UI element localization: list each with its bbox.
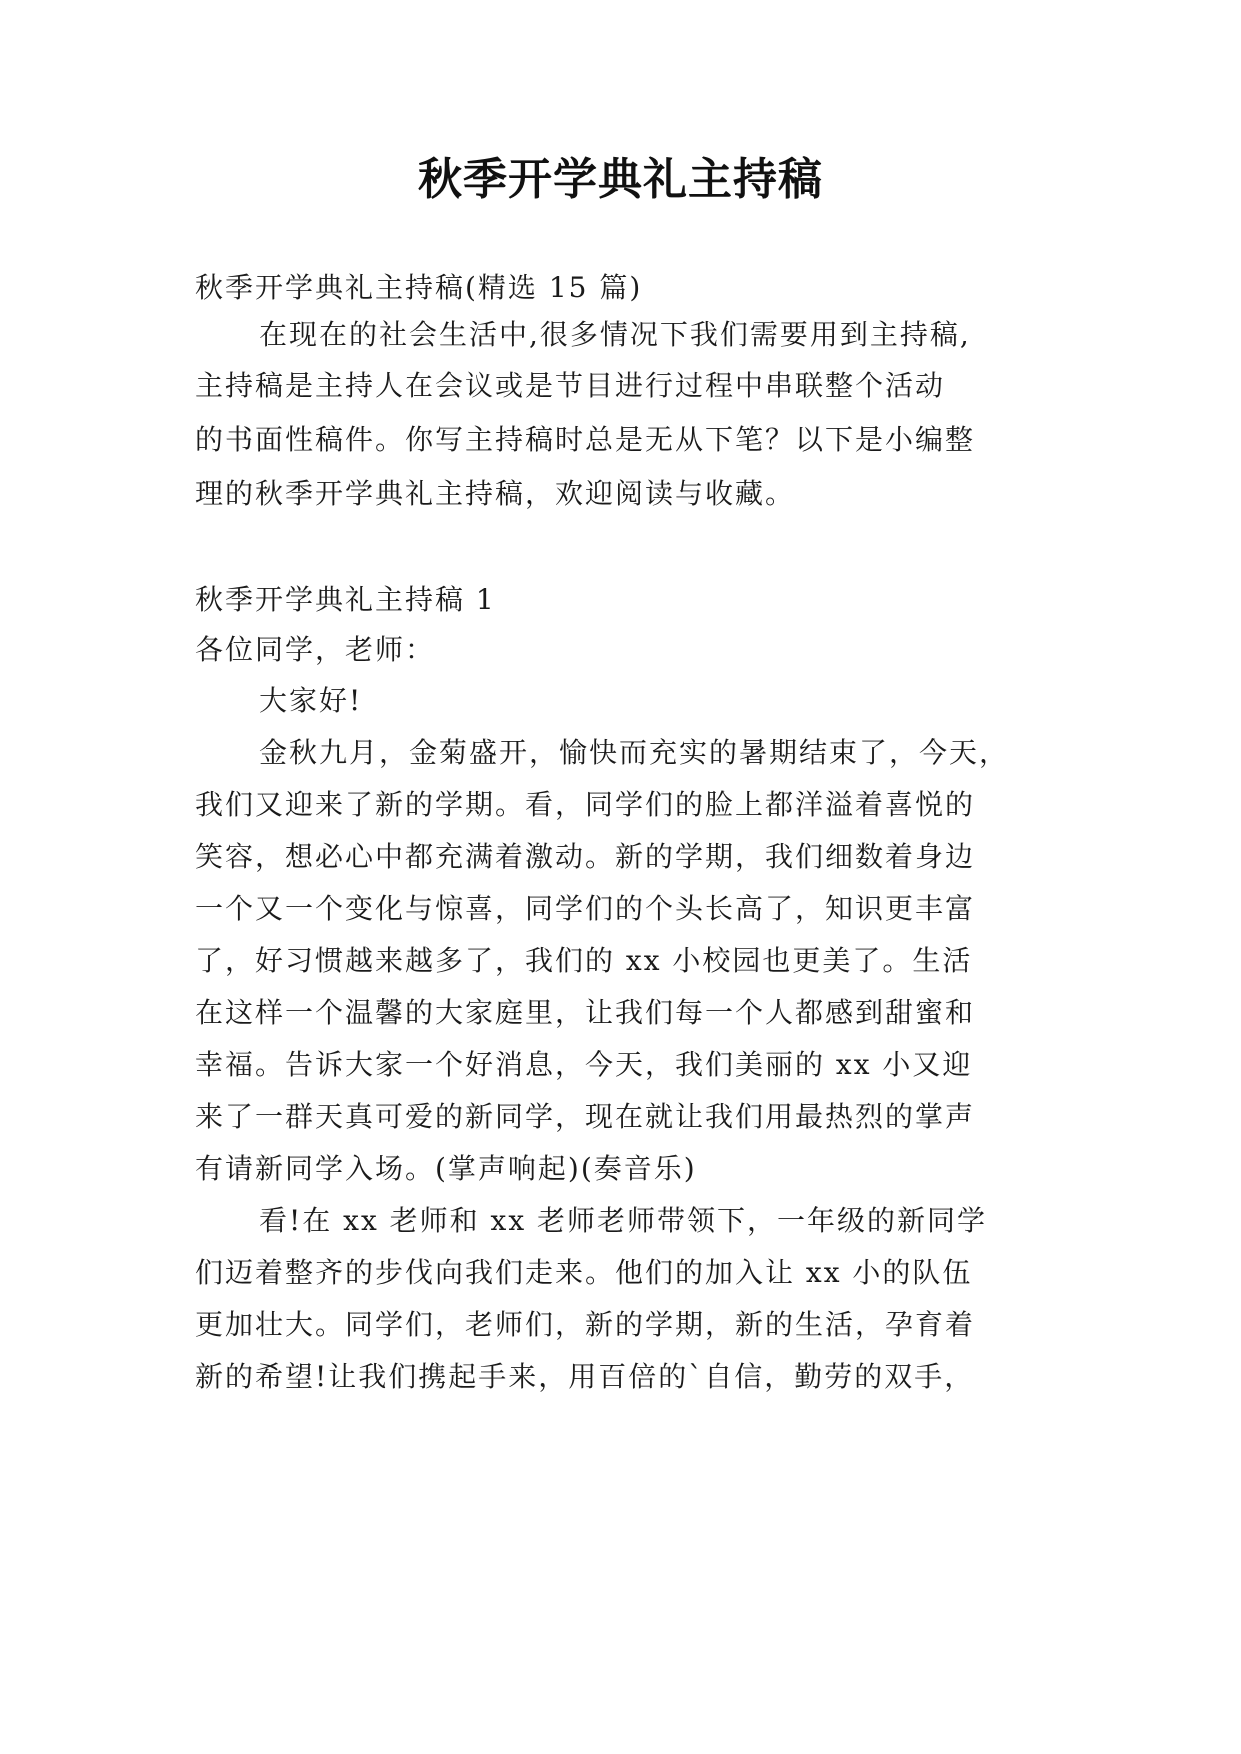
text-line: 主持稿是主持人在会议或是节目进行过程中串联整个活动 bbox=[195, 369, 946, 402]
text-line: 在现在的社会生活中,很多情况下我们需要用到主持稿, bbox=[259, 318, 971, 351]
text-line: 金秋九月，金菊盛开，愉快而充实的暑期结束了，今天， bbox=[259, 736, 1010, 769]
text-line: 看!在 xx 老师和 xx 老师老师带领下，一年级的新同学 bbox=[259, 1204, 988, 1237]
text-line: 在这样一个温馨的大家庭里，让我们每一个人都感到甜蜜和 bbox=[195, 996, 976, 1029]
text-line: 幸福。告诉大家一个好消息，今天，我们美丽的 xx 小又迎 bbox=[195, 1048, 973, 1081]
section-heading: 秋季开学典礼主持稿 1 bbox=[195, 583, 496, 616]
text-line: 来了一群天真可爱的新同学，现在就让我们用最热烈的掌声 bbox=[195, 1100, 976, 1133]
text-line: 笑容，想必心中都充满着激动。新的学期，我们细数着身边 bbox=[195, 840, 976, 873]
text-line: 新的希望!让我们携起手来，用百倍的`自信，勤劳的双手， bbox=[195, 1360, 975, 1393]
text-line: 们迈着整齐的步伐向我们走来。他们的加入让 xx 小的队伍 bbox=[195, 1256, 973, 1289]
text-line: 理的秋季开学典礼主持稿，欢迎阅读与收藏。 bbox=[195, 477, 796, 510]
text-line: 了，好习惯越来越多了，我们的 xx 小校园也更美了。生活 bbox=[195, 944, 973, 977]
text-line: 的书面性稿件。你写主持稿时总是无从下笔？以下是小编整 bbox=[195, 423, 976, 456]
text-line: 我们又迎来了新的学期。看，同学们的脸上都洋溢着喜悦的 bbox=[195, 788, 976, 821]
document-title: 秋季开学典礼主持稿 bbox=[418, 154, 823, 205]
text-line: 有请新同学入场。(掌声响起)(奏音乐) bbox=[195, 1152, 697, 1185]
text-line: 更加壮大。同学们，老师们，新的学期，新的生活，孕育着 bbox=[195, 1308, 976, 1341]
text-line: 秋季开学典礼主持稿(精选 15 篇) bbox=[195, 271, 643, 304]
text-line: 大家好! bbox=[259, 684, 363, 717]
text-line: 一个又一个变化与惊喜，同学们的个头长高了，知识更丰富 bbox=[195, 892, 976, 925]
text-line: 各位同学，老师： bbox=[195, 633, 436, 666]
